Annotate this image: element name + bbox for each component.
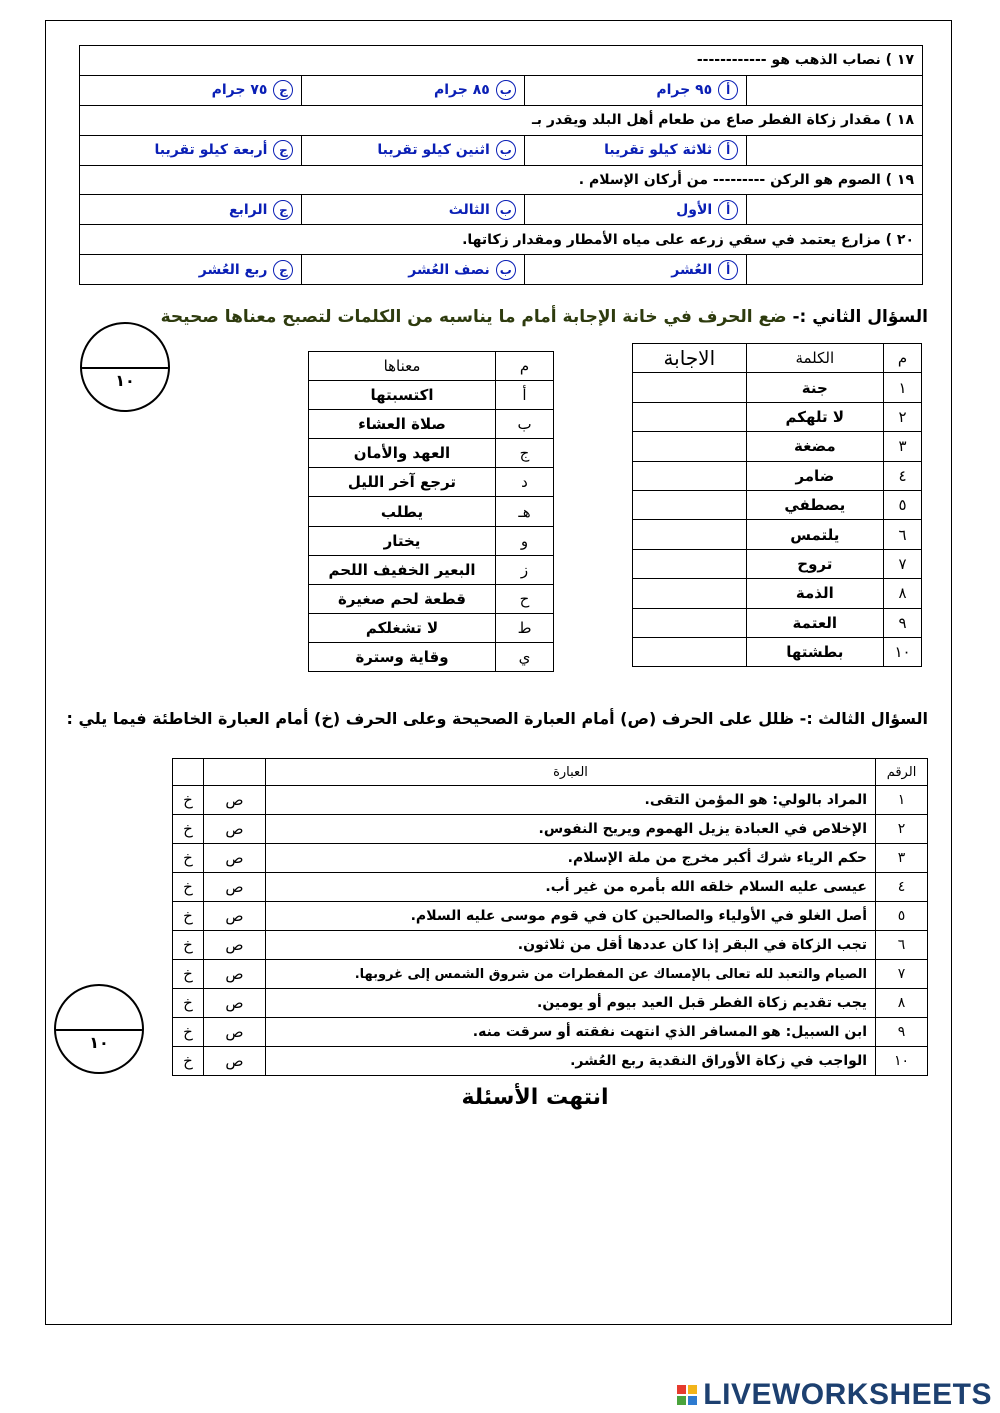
- mcq-answer-cell[interactable]: [747, 75, 923, 105]
- answer-input[interactable]: [633, 520, 747, 549]
- end-of-questions: انتهت الأسئلة: [461, 1085, 609, 1110]
- table-row: أ اكتسبتها: [309, 381, 554, 410]
- answer-input[interactable]: [633, 608, 747, 637]
- mcq-option[interactable]: جأربعة كيلو تقريبا: [80, 135, 302, 165]
- table-row: ٢ لا تلهكم: [633, 402, 922, 431]
- answer-input[interactable]: [633, 373, 747, 402]
- false-option[interactable]: خ: [173, 873, 204, 902]
- table-row: ١٠ بطشتها: [633, 637, 922, 666]
- mcq-option[interactable]: أالأول: [524, 195, 746, 225]
- mcq-table: [79, 45, 923, 285]
- table-row: ١٠ الواجب في زكاة الأوراق النقدية ربع العُشر. ص خ: [173, 1047, 928, 1076]
- false-option[interactable]: خ: [173, 815, 204, 844]
- answer-input[interactable]: [633, 461, 747, 490]
- true-option[interactable]: ص: [204, 844, 266, 873]
- table-row: ح قطعة لحم صغيرة: [309, 584, 554, 613]
- table-row: ٧ الصيام والتعبد لله تعالى بالإمساك عن المفطرات من شروق الشمس إلى غروبها. ص خ: [173, 960, 928, 989]
- section3-grade-circle: ١٠: [54, 984, 144, 1074]
- false-option[interactable]: خ: [173, 1047, 204, 1076]
- false-option[interactable]: خ: [173, 989, 204, 1018]
- mcq-option[interactable]: جربع العُشر: [80, 255, 302, 285]
- true-option[interactable]: ص: [204, 989, 266, 1018]
- false-option[interactable]: خ: [173, 931, 204, 960]
- mcq-option[interactable]: ب٨٥ جرام: [302, 75, 524, 105]
- true-false-table: [172, 758, 928, 1076]
- false-option[interactable]: خ: [173, 1018, 204, 1047]
- table-row: ٦ يلتمس: [633, 520, 922, 549]
- table-row: ٨ يجب تقديم زكاة الفطر قبل العيد بيوم أو يومين. ص خ: [173, 989, 928, 1018]
- liveworksheets-logo: LIVEWORKSHEETS: [677, 1378, 992, 1412]
- mcq-question: ١٧ ) نصاب الذهب هو ------------: [80, 46, 923, 76]
- mcq-option[interactable]: باثنين كيلو تقريبا: [302, 135, 524, 165]
- table-row: ٩ العتمة: [633, 608, 922, 637]
- section3-heading: السؤال الثالث :- ظلل على الحرف (ص) أمام العبارة الصحيحة وعلى الحرف (خ) أمام العبارة الخاطئة فيما يلي :: [66, 709, 928, 728]
- words-header-answer: الاجابة: [633, 344, 747, 373]
- table-row: ٦ تجب الزكاة في البقر إذا كان عددها أقل من ثلاثون. ص خ: [173, 931, 928, 960]
- table-row: ٧ تروح: [633, 549, 922, 578]
- table-row: د ترجع آخر الليل: [309, 468, 554, 497]
- mcq-answer-cell[interactable]: [747, 135, 923, 165]
- table-row: ٥ يصطفي: [633, 490, 922, 519]
- mcq-question: ١٨ ) مقدار زكاة الفطر صاع من طعام أهل البلد ويقدر بـ: [80, 105, 923, 135]
- answer-input[interactable]: [633, 637, 747, 666]
- mcq-option[interactable]: أ٩٥ جرام: [524, 75, 746, 105]
- table-row: ٥ أصل الغلو في الأولياء والصالحين كان في قوم موسى عليه السلام. ص خ: [173, 902, 928, 931]
- mcq-option[interactable]: أالعُشر: [524, 255, 746, 285]
- table-row: ١ المراد بالولي: هو المؤمن التقى. ص خ: [173, 786, 928, 815]
- words-header-word: الكلمة: [746, 344, 883, 373]
- false-option[interactable]: خ: [173, 844, 204, 873]
- true-option[interactable]: ص: [204, 786, 266, 815]
- answer-input[interactable]: [633, 490, 747, 519]
- table-row: و يختار: [309, 526, 554, 555]
- true-option[interactable]: ص: [204, 1018, 266, 1047]
- table-row: ٨ الذمة: [633, 579, 922, 608]
- mcq-option[interactable]: ج٧٥ جرام: [80, 75, 302, 105]
- mcq-option[interactable]: بنصف العُشر: [302, 255, 524, 285]
- false-option[interactable]: خ: [173, 786, 204, 815]
- table-row: ٩ ابن السبيل: هو المسافر الذي انتهت نفقته أو سرقت منه. ص خ: [173, 1018, 928, 1047]
- true-option[interactable]: ص: [204, 1047, 266, 1076]
- table-row: ٢ الإخلاص في العبادة يزيل الهموم ويريح النفوس. ص خ: [173, 815, 928, 844]
- table-row: ي وقاية وسترة: [309, 642, 554, 671]
- answer-input[interactable]: [633, 579, 747, 608]
- answer-input[interactable]: [633, 549, 747, 578]
- table-row: ز البعير الخفيف اللحم: [309, 555, 554, 584]
- mcq-answer-cell[interactable]: [747, 255, 923, 285]
- mcq-question: ١٩ ) الصوم هو الركن --------- من أركان الإسلام .: [80, 165, 923, 195]
- true-option[interactable]: ص: [204, 902, 266, 931]
- true-option[interactable]: ص: [204, 960, 266, 989]
- words-header-num: م: [884, 344, 922, 373]
- mcq-answer-cell[interactable]: [747, 195, 923, 225]
- answer-input[interactable]: [633, 432, 747, 461]
- tf-header-num: الرقم: [876, 759, 928, 786]
- table-row: ٤ عيسى عليه السلام خلقه الله بأمره من غير أب. ص خ: [173, 873, 928, 902]
- mcq-question: ٢٠ ) مزارع يعتمد في سقي زرعه على مياه الأمطار ومقدار زكاتها.: [80, 225, 923, 255]
- false-option[interactable]: خ: [173, 960, 204, 989]
- table-row: ط لا تشغلكم: [309, 613, 554, 642]
- false-option[interactable]: خ: [173, 902, 204, 931]
- meanings-header-meaning: معناها: [309, 352, 496, 381]
- true-option[interactable]: ص: [204, 815, 266, 844]
- table-row: ٣ حكم الرياء شرك أكبر مخرج من ملة الإسلام. ص خ: [173, 844, 928, 873]
- table-row: ٣ مضغة: [633, 432, 922, 461]
- table-row: ب صلاة العشاء: [309, 410, 554, 439]
- words-table: [632, 343, 922, 667]
- table-row: ١ جنة: [633, 373, 922, 402]
- meanings-table: [308, 351, 554, 672]
- mcq-option[interactable]: أثلاثة كيلو تقريبا: [524, 135, 746, 165]
- section2-heading: السؤال الثاني :- ضع الحرف في خانة الإجابة أمام ما يناسبه من الكلمات لتصبح معناها صحيحة: [160, 307, 928, 327]
- answer-input[interactable]: [633, 402, 747, 431]
- meanings-header-letter: م: [496, 352, 554, 381]
- tf-header-statement: العبارة: [266, 759, 876, 786]
- mcq-option[interactable]: بالثالث: [302, 195, 524, 225]
- brand-icon: [677, 1385, 697, 1405]
- mcq-option[interactable]: جالرابع: [80, 195, 302, 225]
- true-option[interactable]: ص: [204, 873, 266, 902]
- true-option[interactable]: ص: [204, 931, 266, 960]
- table-row: هـ يطلب: [309, 497, 554, 526]
- table-row: ج العهد والأمان: [309, 439, 554, 468]
- table-row: ٤ ضامر: [633, 461, 922, 490]
- section2-grade-circle: ١٠: [80, 322, 170, 412]
